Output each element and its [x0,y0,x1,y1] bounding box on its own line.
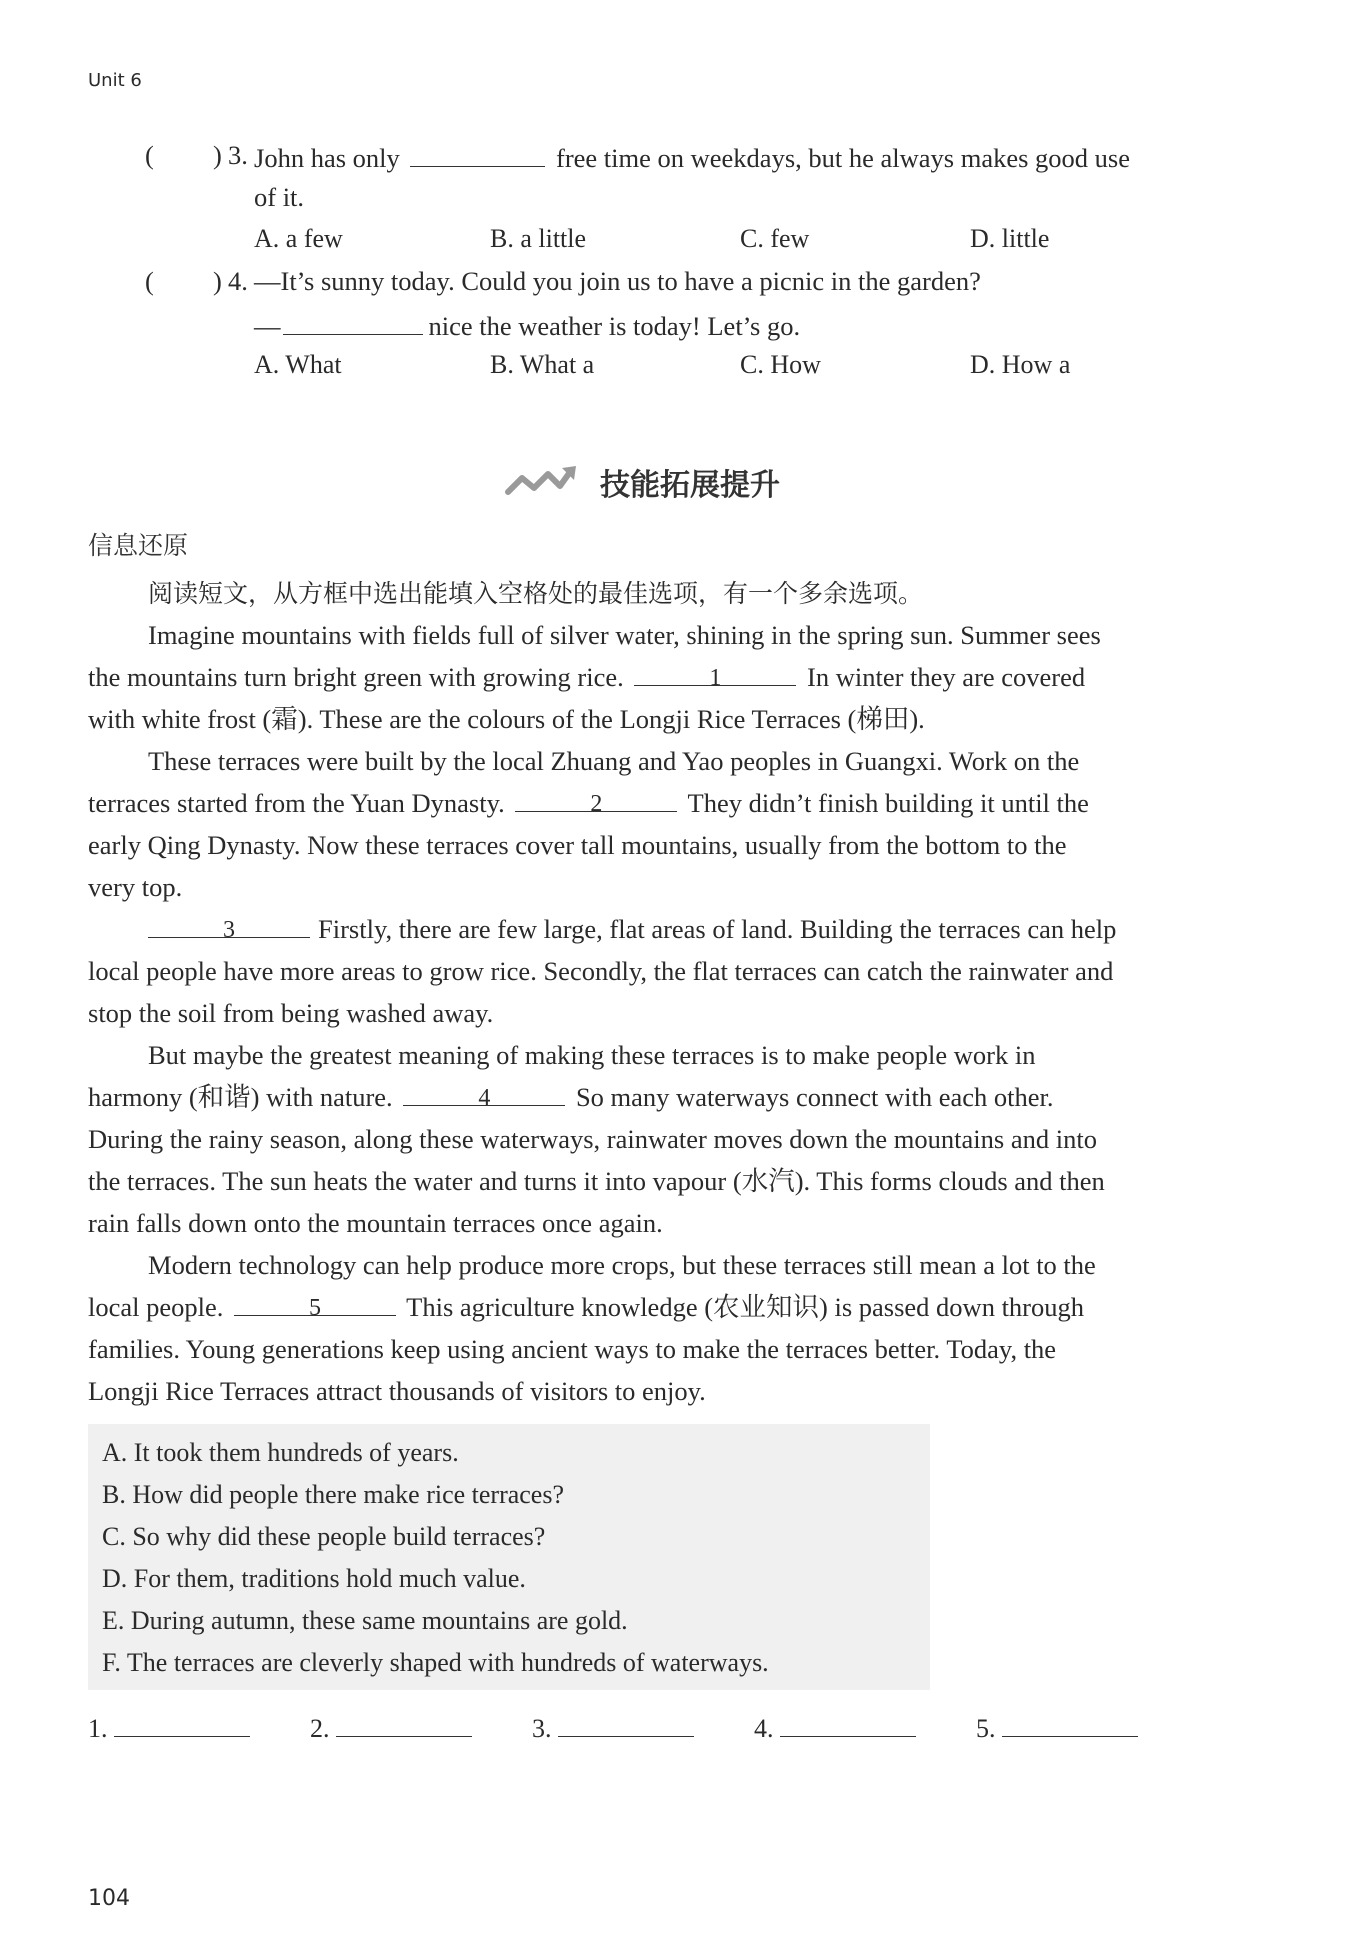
passage-blank-2[interactable] [515,785,677,817]
passage-p4-line3: During the rainy season, along these waterways, rainwater moves down the mountains and into [88,1124,1097,1154]
passage-p5-line3: families. Young generations keep using ancient ways to make the terraces better. Today, the [88,1334,1057,1364]
answer-item-1 [88,1710,250,1744]
passage-p2-line1: These terraces were built by the local Zhuang and Yao peoples in Guangxi. Work on the [148,746,1080,776]
question-3-stem-after: free time on weekdays, but he always makes good use [556,143,1130,173]
passage-p1-line1: Imagine mountains with fields full of silver water, shining in the spring sun. Summer sees [148,620,1101,650]
answer-item-5 [976,1710,1138,1744]
passage-p1-line2-a: the mountains turn bright green with growing rice. [88,662,624,692]
passage-p2-line2-a: terraces started from the Yuan Dynasty. [88,788,505,818]
trend-arrow-icon [504,464,578,498]
answer-item-3 [532,1710,694,1744]
page-number: 104 [88,1886,130,1911]
question-3-blank[interactable] [410,140,545,167]
question-4-option-a: A. What [254,350,342,379]
answer-label-3: 3. [532,1714,552,1743]
question-4-option-d: D. How a [970,350,1071,379]
question-4-stem-after: nice the weather is today! Let’s go. [428,311,801,341]
question-3-stem-before: John has only [254,143,400,173]
option-a: A. It took them hundreds of years. [102,1438,459,1467]
passage-blank-5-number: 5 [309,1295,322,1321]
option-c: C. So why did these people build terraces? [102,1522,546,1551]
answer-blank-4[interactable] [780,1710,916,1737]
passage-p1-line2-b: In winter they are covered [807,662,1086,692]
passage-p2-line3: early Qing Dynasty. Now these terraces cover tall mountains, usually from the bottom to the [88,830,1067,860]
section-title: 技能拓展提升 [600,468,780,503]
passage-blank-4[interactable] [403,1079,565,1111]
question-3-number: 3. [228,140,248,170]
passage-blank-5[interactable] [234,1289,396,1321]
passage-p4-line1: But maybe the greatest meaning of making these terraces is to make people work in [148,1040,1036,1070]
reading-subheading: 信息还原 [88,531,189,560]
passage-p5-line2-a: local people. [88,1292,224,1322]
passage-p4-line2-a: harmony (和谐) with nature. [88,1082,393,1112]
answer-blank-5[interactable] [1002,1710,1138,1737]
answer-label-4: 4. [754,1714,774,1743]
question-4-dash: — [254,311,281,341]
options-box [88,1424,930,1690]
answer-label-1: 1. [88,1714,108,1743]
passage-blank-3-number: 3 [223,917,235,943]
answer-blank-2[interactable] [336,1710,472,1737]
passage-p2-line2 [88,782,1089,824]
question-3-paren-close: ) [213,140,222,170]
passage-p5-line1: Modern technology can help produce more crops, but these terraces still mean a lot to the [148,1250,1096,1280]
passage-p3-line1 [148,908,1116,950]
answer-item-2 [310,1710,472,1744]
answer-label-5: 5. [976,1714,996,1743]
question-4-option-c: C. How [740,350,821,379]
passage-blank-4-number: 4 [478,1085,491,1111]
question-4-number: 4. [228,266,248,296]
question-4-stem-line1: —It’s sunny today. Could you join us to have a picnic in the garden? [254,266,981,296]
passage-p4-line2 [88,1076,1054,1118]
passage-p3-line1-b: Firstly, there are few large, flat areas of land. Building the terraces can help [318,914,1117,944]
passage-blank-3[interactable] [148,911,310,943]
answer-blank-1[interactable] [114,1710,250,1737]
question-3-stem [254,140,1130,174]
passage-p2-line2-b: They didn’t finish building it until the [687,788,1089,818]
unit-label: Unit 6 [88,70,142,91]
question-3-option-c: C. few [740,224,810,253]
option-d: D. For them, traditions hold much value. [102,1564,526,1593]
question-3-option-a: A. a few [254,224,343,253]
answer-label-2: 2. [310,1714,330,1743]
passage-p4-line2-b: So many waterways connect with each other. [575,1082,1054,1112]
passage-p4-line4: the terraces. The sun heats the water and turns it into vapour (水汽). This forms clouds and then [88,1166,1105,1196]
question-4-blank[interactable] [283,308,423,335]
answer-blank-3[interactable] [558,1710,694,1737]
question-4-stem-line2 [254,308,800,342]
passage-p5-line2-b: This agriculture knowledge (农业知识) is passed down through [406,1292,1085,1322]
passage-p5-line4: Longji Rice Terraces attract thousands of visitors to enjoy. [88,1376,706,1406]
question-3-stem-line2: of it. [254,182,305,212]
passage-p2-line4: very top. [88,872,183,902]
question-4-paren-open: ( [145,266,154,296]
passage-p3-line3: stop the soil from being washed away. [88,998,494,1028]
option-b: B. How did people there make rice terraces? [102,1480,565,1509]
question-4-option-b: B. What a [490,350,595,379]
question-3-paren-open: ( [145,140,154,170]
passage-p4-line5: rain falls down onto the mountain terraces once again. [88,1208,663,1238]
question-4-paren-close: ) [213,266,222,296]
passage-p1-line3: with white frost (霜). These are the colours of the Longji Rice Terraces (梯田). [88,704,925,734]
passage-p1-line2 [88,656,1085,698]
passage-p5-line2 [88,1286,1084,1328]
question-3-option-b: B. a little [490,224,587,253]
answer-item-4 [754,1710,916,1744]
passage-blank-2-number: 2 [590,791,603,817]
option-e: E. During autumn, these same mountains are gold. [102,1606,628,1635]
question-3-option-d: D. little [970,224,1050,253]
passage-blank-1[interactable] [634,659,796,691]
reading-instruction: 阅读短文，从方框中选出能填入空格处的最佳选项，有一个多余选项。 [148,579,924,608]
passage-blank-1-number: 1 [709,665,722,691]
passage-p3-line2: local people have more areas to grow rice. Secondly, the flat terraces can catch the rainwater and [88,956,1114,986]
option-f: F. The terraces are cleverly shaped with hundreds of waterways. [102,1648,769,1677]
